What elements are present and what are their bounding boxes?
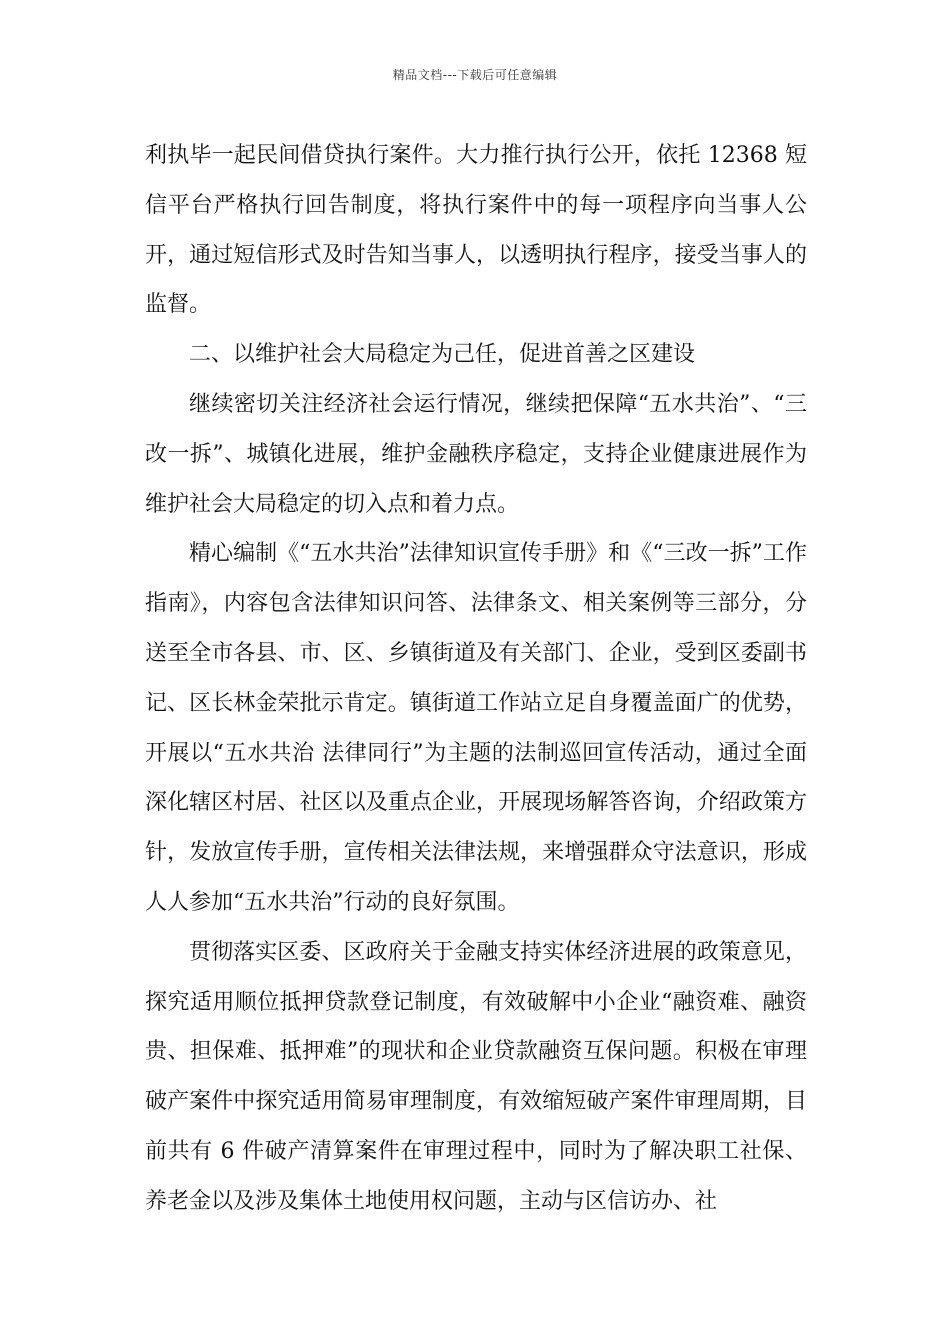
document-body	[145, 131, 807, 1227]
page-header: 精品文档---下载后可任意编辑	[392, 68, 558, 82]
section-heading: 二、以维护社会大局稳定为己任，促进首善之区建设	[189, 342, 696, 368]
paragraph: 继续密切关注经济社会运行情况，继续把保障“五水共治”、“三改一拆”、城镇化进展，维护金融秩序稳定，支持企业健康进展作为维护社会大局稳定的切入点和着力点。	[145, 391, 807, 517]
paragraph: 精心编制《“五水共治”法律知识宣传手册》和《“三改一拆”工作指南》，内容包含法律知识问答、法律条文、相关案例等三部分，分送至全市各县、市、区、乡镇街道及有关部门、企业，受到区委副书记、区长林金荣批示肯定。镇街道工作站立足自身覆盖面广的优势，开展以“五水共治 法律同行”为主题的法制巡回宣传活动，通过全面深化辖区村居、社区以及重点企业，开展现场解答咨询，介绍政策方针，发放宣传手册，宣传相关法律法规，来增强群众守法意识，形成人人参加“五水共治”行动的良好氛围。	[145, 541, 807, 915]
paragraph-continued: 利执毕一起民间借贷执行案件。大力推行执行公开，依托 12368 短信平台严格执行回告制度，将执行案件中的每一项程序向当事人公开，通过短信形式及时告知当事人，以透明执行程序，接受当事人的监督。	[145, 143, 807, 318]
paragraph: 贯彻落实区委、区政府关于金融支持实体经济进展的政策意见，探究适用顺位抵押贷款登记制度，有效破解中小企业“融资难、融资贵、担保难、抵押难”的现状和企业贷款融资互保问题。积极在审理破产案件中探究适用简易审理制度，有效缩短破产案件审理周期，目前共有 6 件破产清算案件在审理过程中，同时为了解决职工社保、养老金以及涉及集体土地使用权问题，主动与区信访办、社	[145, 939, 807, 1214]
